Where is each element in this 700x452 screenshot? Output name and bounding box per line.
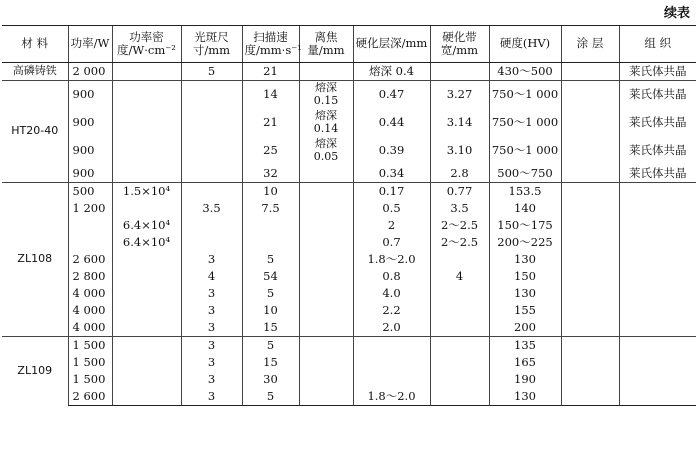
table-cell — [299, 388, 353, 406]
table-cell: 5 — [242, 337, 299, 355]
table-cell — [299, 165, 353, 183]
table-row — [2, 81, 696, 110]
table-cell: 6.4×10⁴ — [112, 217, 181, 234]
table-cell: 3.5 — [181, 200, 242, 217]
table-cell — [299, 354, 353, 371]
table-cell — [112, 388, 181, 406]
table-cell: 130 — [489, 251, 561, 268]
table-cell: 30 — [242, 371, 299, 388]
table-cell — [619, 268, 696, 285]
table-cell — [112, 251, 181, 268]
table-cell: 0.39 — [353, 137, 430, 165]
table-cell: 3 — [181, 337, 242, 355]
column-header: 光斑尺寸/mm — [181, 26, 242, 63]
table-cell — [299, 302, 353, 319]
table-cell — [561, 63, 619, 81]
table-cell: 熔深 0.05 — [299, 137, 353, 165]
column-header: 涂 层 — [561, 26, 619, 63]
table-cell: 1.5×10⁴ — [112, 183, 181, 201]
table-cell — [299, 183, 353, 201]
table-cell — [68, 234, 112, 251]
table-cell: 54 — [242, 268, 299, 285]
table-cell — [112, 285, 181, 302]
table-cell — [619, 183, 696, 201]
table-cell: 2 — [353, 217, 430, 234]
table-cell — [353, 354, 430, 371]
table-cell: 3 — [181, 388, 242, 406]
table-cell — [112, 200, 181, 217]
table-row — [2, 200, 696, 217]
table-row — [2, 302, 696, 319]
table-cell: 4.0 — [353, 285, 430, 302]
table-cell: 0.8 — [353, 268, 430, 285]
table-row — [2, 217, 696, 234]
table-row — [2, 371, 696, 388]
table-cell — [561, 251, 619, 268]
table-cell: 0.7 — [353, 234, 430, 251]
table-cell: 10 — [242, 302, 299, 319]
table-cell — [299, 268, 353, 285]
table-cell: 4 000 — [68, 319, 112, 337]
table-cell: 0.77 — [430, 183, 489, 201]
laser-hardening-table — [2, 25, 696, 406]
table-cell — [112, 354, 181, 371]
table-cell — [619, 217, 696, 234]
table-cell: 150 — [489, 268, 561, 285]
table-cell — [561, 137, 619, 165]
table-cell: 25 — [242, 137, 299, 165]
table-row — [2, 251, 696, 268]
column-header: 功率/W — [68, 26, 112, 63]
material-cell: ZL109 — [2, 337, 68, 406]
table-cell — [299, 337, 353, 355]
table-cell: 1 500 — [68, 337, 112, 355]
table-cell: 5 — [242, 388, 299, 406]
table-cell: 430～500 — [489, 63, 561, 81]
table-cell: 0.5 — [353, 200, 430, 217]
table-cell: 500～750 — [489, 165, 561, 183]
table-cell — [561, 217, 619, 234]
table-cell: 6.4×10⁴ — [112, 234, 181, 251]
table-cell — [68, 217, 112, 234]
table-cell: 3 — [181, 302, 242, 319]
table-cell: 3 — [181, 251, 242, 268]
table-cell: 21 — [242, 63, 299, 81]
material-cell: HT20-40 — [2, 81, 68, 183]
material-cell: 高磷铸铁 — [2, 63, 68, 81]
table-cell — [112, 137, 181, 165]
table-cell — [112, 337, 181, 355]
table-cell — [112, 165, 181, 183]
table-cell — [181, 137, 242, 165]
table-cell — [561, 319, 619, 337]
table-row — [2, 337, 696, 355]
table-cell: 21 — [242, 109, 299, 137]
table-cell: 750～1 000 — [489, 137, 561, 165]
table-cell — [430, 319, 489, 337]
table-cell: 165 — [489, 354, 561, 371]
table-cell — [561, 268, 619, 285]
table-cell — [299, 234, 353, 251]
table-cell: 140 — [489, 200, 561, 217]
table-row — [2, 354, 696, 371]
table-cell: 熔深 0.15 — [299, 81, 353, 110]
table-cell: 0.47 — [353, 81, 430, 110]
table-cell: 1 500 — [68, 371, 112, 388]
table-cell — [181, 217, 242, 234]
table-cell — [561, 183, 619, 201]
table-cell — [561, 388, 619, 406]
table-cell: 155 — [489, 302, 561, 319]
table-cell: 4 000 — [68, 285, 112, 302]
table-cell — [299, 319, 353, 337]
table-cell — [299, 251, 353, 268]
table-cell — [619, 388, 696, 406]
column-header: 离焦量/mm — [299, 26, 353, 63]
table-cell — [299, 371, 353, 388]
table-cell: 熔深 0.4 — [353, 63, 430, 81]
table-cell — [619, 234, 696, 251]
material-cell: ZL108 — [2, 183, 68, 337]
table-cell — [430, 63, 489, 81]
table-cell: 200 — [489, 319, 561, 337]
table-cell — [619, 200, 696, 217]
table-cell: 2 600 — [68, 388, 112, 406]
table-cell: 750～1 000 — [489, 109, 561, 137]
column-header: 功率密度/W·cm⁻² — [112, 26, 181, 63]
table-cell: 10 — [242, 183, 299, 201]
table-cell — [619, 285, 696, 302]
table-row — [2, 137, 696, 165]
table-cell — [242, 234, 299, 251]
table-cell — [299, 200, 353, 217]
table-cell: 750～1 000 — [489, 81, 561, 110]
table-cell: 1.8～2.0 — [353, 251, 430, 268]
table-cell: 4 — [181, 268, 242, 285]
table-cell — [561, 81, 619, 110]
table-cell — [181, 81, 242, 110]
table-cell — [430, 285, 489, 302]
table-cell — [112, 302, 181, 319]
table-cell: 900 — [68, 81, 112, 110]
table-cell: 莱氏体共晶 — [619, 63, 696, 81]
column-header: 组 织 — [619, 26, 696, 63]
table-cell: 3.14 — [430, 109, 489, 137]
table-cell: 5 — [242, 251, 299, 268]
table-cell — [299, 285, 353, 302]
table-cell: 135 — [489, 337, 561, 355]
table-cell — [561, 337, 619, 355]
table-cell — [561, 165, 619, 183]
table-cell — [430, 251, 489, 268]
table-cell — [430, 354, 489, 371]
table-cell: 2.2 — [353, 302, 430, 319]
table-cell — [561, 200, 619, 217]
table-cell: 15 — [242, 354, 299, 371]
table-cell: 3.27 — [430, 81, 489, 110]
table-cell — [619, 337, 696, 355]
table-cell: 0.34 — [353, 165, 430, 183]
table-cell — [619, 319, 696, 337]
table-cell: 4 000 — [68, 302, 112, 319]
table-cell: 200～225 — [489, 234, 561, 251]
table-cell: 500 — [68, 183, 112, 201]
table-cell — [181, 109, 242, 137]
table-cell — [112, 268, 181, 285]
table-cell: 莱氏体共晶 — [619, 165, 696, 183]
table-cell — [112, 319, 181, 337]
column-header: 硬化层深/mm — [353, 26, 430, 63]
table-cell: 2～2.5 — [430, 217, 489, 234]
table-cell — [561, 109, 619, 137]
column-header: 扫描速度/mm·s⁻¹ — [242, 26, 299, 63]
table-cell: 3 — [181, 285, 242, 302]
table-cell: 2 000 — [68, 63, 112, 81]
table-row — [2, 63, 696, 81]
continued-label: 续表 — [663, 6, 690, 21]
table-cell — [112, 371, 181, 388]
table-cell — [619, 354, 696, 371]
table-cell — [561, 371, 619, 388]
table-cell — [353, 371, 430, 388]
table-cell: 2.0 — [353, 319, 430, 337]
table-cell: 3.5 — [430, 200, 489, 217]
table-cell: 4 — [430, 268, 489, 285]
table-body — [2, 63, 696, 406]
header-row — [2, 26, 696, 63]
table-cell — [561, 234, 619, 251]
table-cell — [353, 337, 430, 355]
table-cell: 14 — [242, 81, 299, 110]
table-cell — [430, 337, 489, 355]
table-cell: 900 — [68, 109, 112, 137]
table-cell — [299, 217, 353, 234]
table-cell: 3 — [181, 354, 242, 371]
table-cell: 900 — [68, 165, 112, 183]
table-cell: 900 — [68, 137, 112, 165]
table-cell: 5 — [181, 63, 242, 81]
table-cell — [619, 251, 696, 268]
table-cell: 0.44 — [353, 109, 430, 137]
table-cell — [430, 388, 489, 406]
table-cell — [181, 234, 242, 251]
table-cell: 190 — [489, 371, 561, 388]
table-cell — [430, 302, 489, 319]
table-row — [2, 165, 696, 183]
table-cell — [561, 354, 619, 371]
table-row — [2, 234, 696, 251]
table-cell: 莱氏体共晶 — [619, 137, 696, 165]
table-cell: 1.8～2.0 — [353, 388, 430, 406]
table-cell — [299, 63, 353, 81]
column-header: 材 料 — [2, 26, 68, 63]
table-cell: 5 — [242, 285, 299, 302]
table-cell: 2.8 — [430, 165, 489, 183]
table-cell: 2～2.5 — [430, 234, 489, 251]
table-row — [2, 268, 696, 285]
table-cell: 153.5 — [489, 183, 561, 201]
table-cell: 7.5 — [242, 200, 299, 217]
table-cell: 莱氏体共晶 — [619, 109, 696, 137]
table-row — [2, 388, 696, 406]
table-cell: 3 — [181, 319, 242, 337]
table-cell: 3 — [181, 371, 242, 388]
table-cell — [112, 109, 181, 137]
column-header: 硬度(HV) — [489, 26, 561, 63]
table-cell: 2 600 — [68, 251, 112, 268]
table-row — [2, 109, 696, 137]
table-row — [2, 183, 696, 201]
table-cell: 莱氏体共晶 — [619, 81, 696, 110]
table-cell: 130 — [489, 285, 561, 302]
column-header: 硬化带宽/mm — [430, 26, 489, 63]
table-cell: 3.10 — [430, 137, 489, 165]
table-cell — [619, 371, 696, 388]
table-cell — [112, 81, 181, 110]
table-cell — [242, 217, 299, 234]
table-cell — [112, 63, 181, 81]
table-cell: 2 800 — [68, 268, 112, 285]
table-cell: 0.17 — [353, 183, 430, 201]
table-cell: 1 200 — [68, 200, 112, 217]
table-cell — [619, 302, 696, 319]
table-cell — [181, 183, 242, 201]
table-cell — [561, 302, 619, 319]
table-row — [2, 319, 696, 337]
table-cell — [181, 165, 242, 183]
table-cell: 130 — [489, 388, 561, 406]
table-cell: 1 500 — [68, 354, 112, 371]
table-cell — [561, 285, 619, 302]
table-cell: 熔深 0.14 — [299, 109, 353, 137]
table-cell: 150～175 — [489, 217, 561, 234]
table-cell — [430, 371, 489, 388]
table-cell: 32 — [242, 165, 299, 183]
table-cell: 15 — [242, 319, 299, 337]
table-row — [2, 285, 696, 302]
